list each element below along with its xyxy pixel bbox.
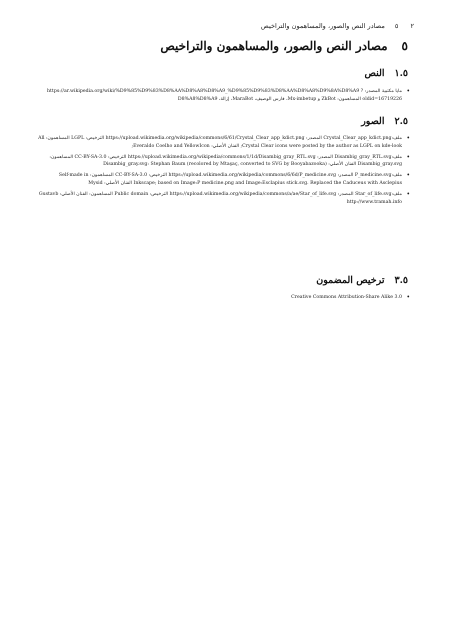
subsection-heading-license: [28, 275, 408, 286]
list-item: • ملف:Disambig_gray_RTL.svg المصدر: https://upload.wikimedia.org/wikipedia/commons/1/1d/Disambig_gray_RTL.svg الترخيص: CC-BY-SA-3.0 المساهمون: Disambig_gray.svg الفنان الأصلي: Disambig_gray.svg: Stephan Baum (recolored by Mtaşaç, converted to SVG by Booyabazooka): [36, 154, 410, 169]
running-header-chapter-number: ٥: [394, 22, 399, 30]
section-number: ٥: [401, 39, 408, 53]
list-item: • ملف:P_medicine.svg المصدر: https://upload.wikimedia.org/wikipedia/commons/6/6d/P_medicine.svg الترخيص: CC-BY-SA-3.0 المساهمون: Self-made in Inkscape; based on Image:P medicine.png and Image:Esclapius stick.svg. Replaced the Caduceus with Asclepius الفنان الأصلي: Mysid: [36, 172, 410, 187]
subsection-number: ٣.٥: [394, 275, 408, 286]
subsection-title: النص: [364, 68, 385, 79]
section-title: مصادر النص والصور، والمساهمون والتراخيص: [160, 39, 388, 53]
subsection-title: الصور: [361, 116, 385, 127]
list-item: • مايا مكتبية المصدر: https://ar.wikipedia.org/wiki/%D9%85%D9%83%D8%AA%D8%A8%D8%A9_%D9%85%D9%83%D8%AA%D8%A8%D9%8A%D8%A9 ?oldid=16719226 المساهمون: ZkBot و Mx-imbetup، فارس الوصيف، MaraBot، إزالة، D8%A8%D8%A9: [36, 88, 410, 103]
list-item: • Creative Commons Attribution-Share Alike 3.0: [36, 294, 410, 302]
text-sources-list: [36, 88, 410, 107]
subsection-heading-images: [28, 116, 408, 127]
list-item: • ملف:Crystal_Clear_app_kdict.png المصدر: https://upload.wikimedia.org/wikipedia/commons/6/61/Crystal_Clear_app_kdict.png الترخيص: LGPL المساهمون: All Crystal Clear icons were posted by the author as LGPL on kde-look; الفنان الأصلي: Everaldo Coelho and YellowIcon;: [36, 135, 410, 150]
running-header: [36, 22, 414, 30]
subsection-title: ترخيص المضمون: [316, 275, 385, 286]
subsection-number: ٢.٥: [394, 116, 408, 127]
running-header-title: مصادر النص والصور، والمساهمون والتراخيص: [260, 22, 385, 30]
subsection-heading-text: [28, 68, 408, 79]
license-list: [36, 294, 410, 305]
page-number: ٢: [410, 22, 414, 30]
section-heading: [28, 39, 408, 53]
subsection-number: ١.٥: [394, 68, 408, 79]
image-sources-list: [36, 135, 410, 210]
list-item: • ملف:Star_of_life.svg المصدر: https://upload.wikimedia.org/wikipedia/commons/a/ae/Star_of_life.svg الترخيص: Public domain المساهمون: الفنان الأصلي: Gustavb http://www.tramah.info: [36, 191, 410, 206]
